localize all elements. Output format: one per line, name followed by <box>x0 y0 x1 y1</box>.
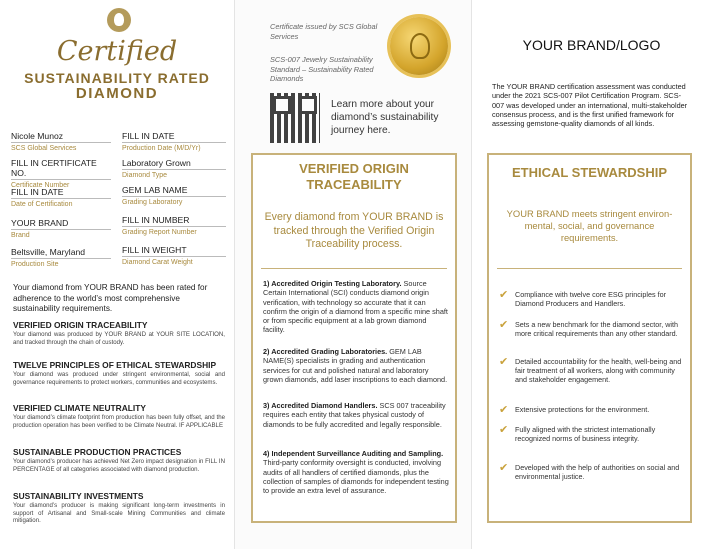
traceability-box-title: VERIFIED ORIGIN TRACEABILITY <box>299 161 409 192</box>
qr-code-icon[interactable] <box>270 93 320 143</box>
field-certification-date: FILL IN DATE Date of Certification <box>11 187 111 210</box>
stewardship-box-title: ETHICAL STEWARDSHIP <box>511 165 668 180</box>
section-sustainability-investments: SUSTAINABILITY INVESTMENTS Your diamond’s producer is making significant long-term investments in support of Artisanal and Small-scale Mining Communities and climate mitigation. <box>13 491 225 525</box>
field-grading-report-number: FILL IN NUMBER Grading Report Number <box>122 215 226 238</box>
checkmark-icon: ✔ <box>499 289 509 301</box>
checkmark-icon: ✔ <box>499 424 509 436</box>
traceability-item-1: 1) Accredited Origin Testing Laboratory. Source Certain International (SCI) conducts diamond origin verification, with technology so accurate that it can confirm the origin of a diamond from a specific mine shaft or from specific equipment at a lab grown diamond facility. <box>263 279 448 335</box>
field-certificate-number: FILL IN CERTIFICATE NO. Certificate Number <box>11 158 111 191</box>
field-brand: YOUR BRAND Brand <box>11 218 111 241</box>
stewardship-box <box>487 153 692 523</box>
field-issuer: Nicole Munoz SCS Global Services <box>11 131 111 154</box>
traceability-item-4: 4) Independent Surveillance Auditing and Sampling. Third-party conformity oversight is conducted, involving audits of all handlers of certified diamonds, plus the collection of samples of diamonds for independent testing to provide an extra level of assurance. <box>263 449 449 496</box>
traceability-item-3: 3) Accredited Diamond Handlers. SCS 007 traceability requires each entity that takes physical custody of diamonds to be fully accredited and legally responsible. <box>263 401 446 429</box>
certified-word: Certified <box>56 36 178 67</box>
check-item: ✔ Developed with the help of authorities on social and environmental justice. <box>499 462 680 482</box>
divider <box>497 268 682 269</box>
check-item: ✔ Detailed accountability for the health, well-being and fair treatment of all workers, along with community and stakeholder engagement. <box>499 356 682 385</box>
section-climate-neutrality: VERIFIED CLIMATE NEUTRALITY Your diamond’s climate footprint from production has been fully offset, and the production operation has been verified to be Climate Neutral. IF APPLICABLE <box>13 403 225 429</box>
certified-logo-icon <box>107 8 131 32</box>
checkmark-icon: ✔ <box>499 356 509 368</box>
divider <box>261 268 447 269</box>
check-item: ✔ Compliance with twelve core ESG principles for Diamond Producers and Handlers. <box>499 289 666 309</box>
about-text: The YOUR BRAND certification assessment was conducted under the 2021 SCS-007 Pilot Certification Program. SCS-007 was developed under an international, multi-stakeholder consensus process, and is the first unified framework for assessing gemstone-quality diamonds of all kinds. <box>492 82 688 129</box>
certificate-title-line1: SUSTAINABILITY RATED <box>24 70 210 86</box>
check-item: ✔ Sets a new benchmark for the diamond sector, with more critical requirements than any other standard. <box>499 319 678 339</box>
traceability-box-tagline: Every diamond from YOUR BRAND is tracked through the Verified Origin Traceability process. <box>264 211 444 250</box>
gold-seal-icon <box>390 17 448 75</box>
brand-logo-placeholder: YOUR BRAND/LOGO <box>522 37 661 53</box>
checkmark-icon: ✔ <box>499 404 509 416</box>
field-production-site: Beltsville, Maryland Production Site <box>11 247 111 270</box>
checkmark-icon: ✔ <box>499 319 509 331</box>
section-origin-traceability: VERIFIED ORIGIN TRACEABILITY Your diamond was produced by YOUR BRAND at YOUR SITE LOCATION, and tracked through the chain of custody. <box>13 320 225 346</box>
intro-text: Your diamond from YOUR BRAND has been rated for adherence to the world’s most comprehensive sustainability requirements. <box>13 283 208 313</box>
traceability-item-2: 2) Accredited Grading Laboratories. GEM LAB NAME(S) specialists in grading and authentication services for cut and polished natural and laboratory grown diamonds, add laser inscriptions to each diamond. <box>263 347 448 384</box>
stewardship-box-tagline: YOUR BRAND meets stringent environ-mental, social, and governance requirements. <box>506 208 673 243</box>
traceability-box <box>251 153 457 523</box>
certificate-panel <box>0 0 234 549</box>
check-item: ✔ Fully aligned with the strictest internationally recognized norms of business integrity. <box>499 424 656 444</box>
field-carat-weight: FILL IN WEIGHT Diamond Carat Weight <box>122 245 226 268</box>
standard-text: SCS-007 Jewelry Sustainability Standard – Sustainability Rated Diamonds <box>270 55 374 83</box>
certificate-title-line2: DIAMOND <box>75 85 159 102</box>
field-grading-laboratory: GEM LAB NAME Grading Laboratory <box>122 185 226 208</box>
learn-more-text: Learn more about your diamond’s sustainability journey here. <box>331 99 439 136</box>
section-ethical-stewardship: TWELVE PRINCIPLES OF ETHICAL STEWARDSHIP Your diamond was produced under stringent environmental, social and governance requirements to protect workers, communities and ecosystems. <box>13 360 225 386</box>
issued-by-text: Certificate issued by SCS Global Services <box>270 22 378 41</box>
check-item: ✔ Extensive protections for the environment. <box>499 404 650 416</box>
section-production-practices: SUSTAINABLE PRODUCTION PRACTICES Your diamond’s producer has achieved Net Zero impact designation in FILL IN PERCENTAGE of all categories associated with diamond production. <box>13 447 225 473</box>
checkmark-icon: ✔ <box>499 462 509 474</box>
field-diamond-type: Laboratory Grown Diamond Type <box>122 158 226 181</box>
field-production-date: FILL IN DATE Production Date (M/D/Yr) <box>122 131 226 154</box>
